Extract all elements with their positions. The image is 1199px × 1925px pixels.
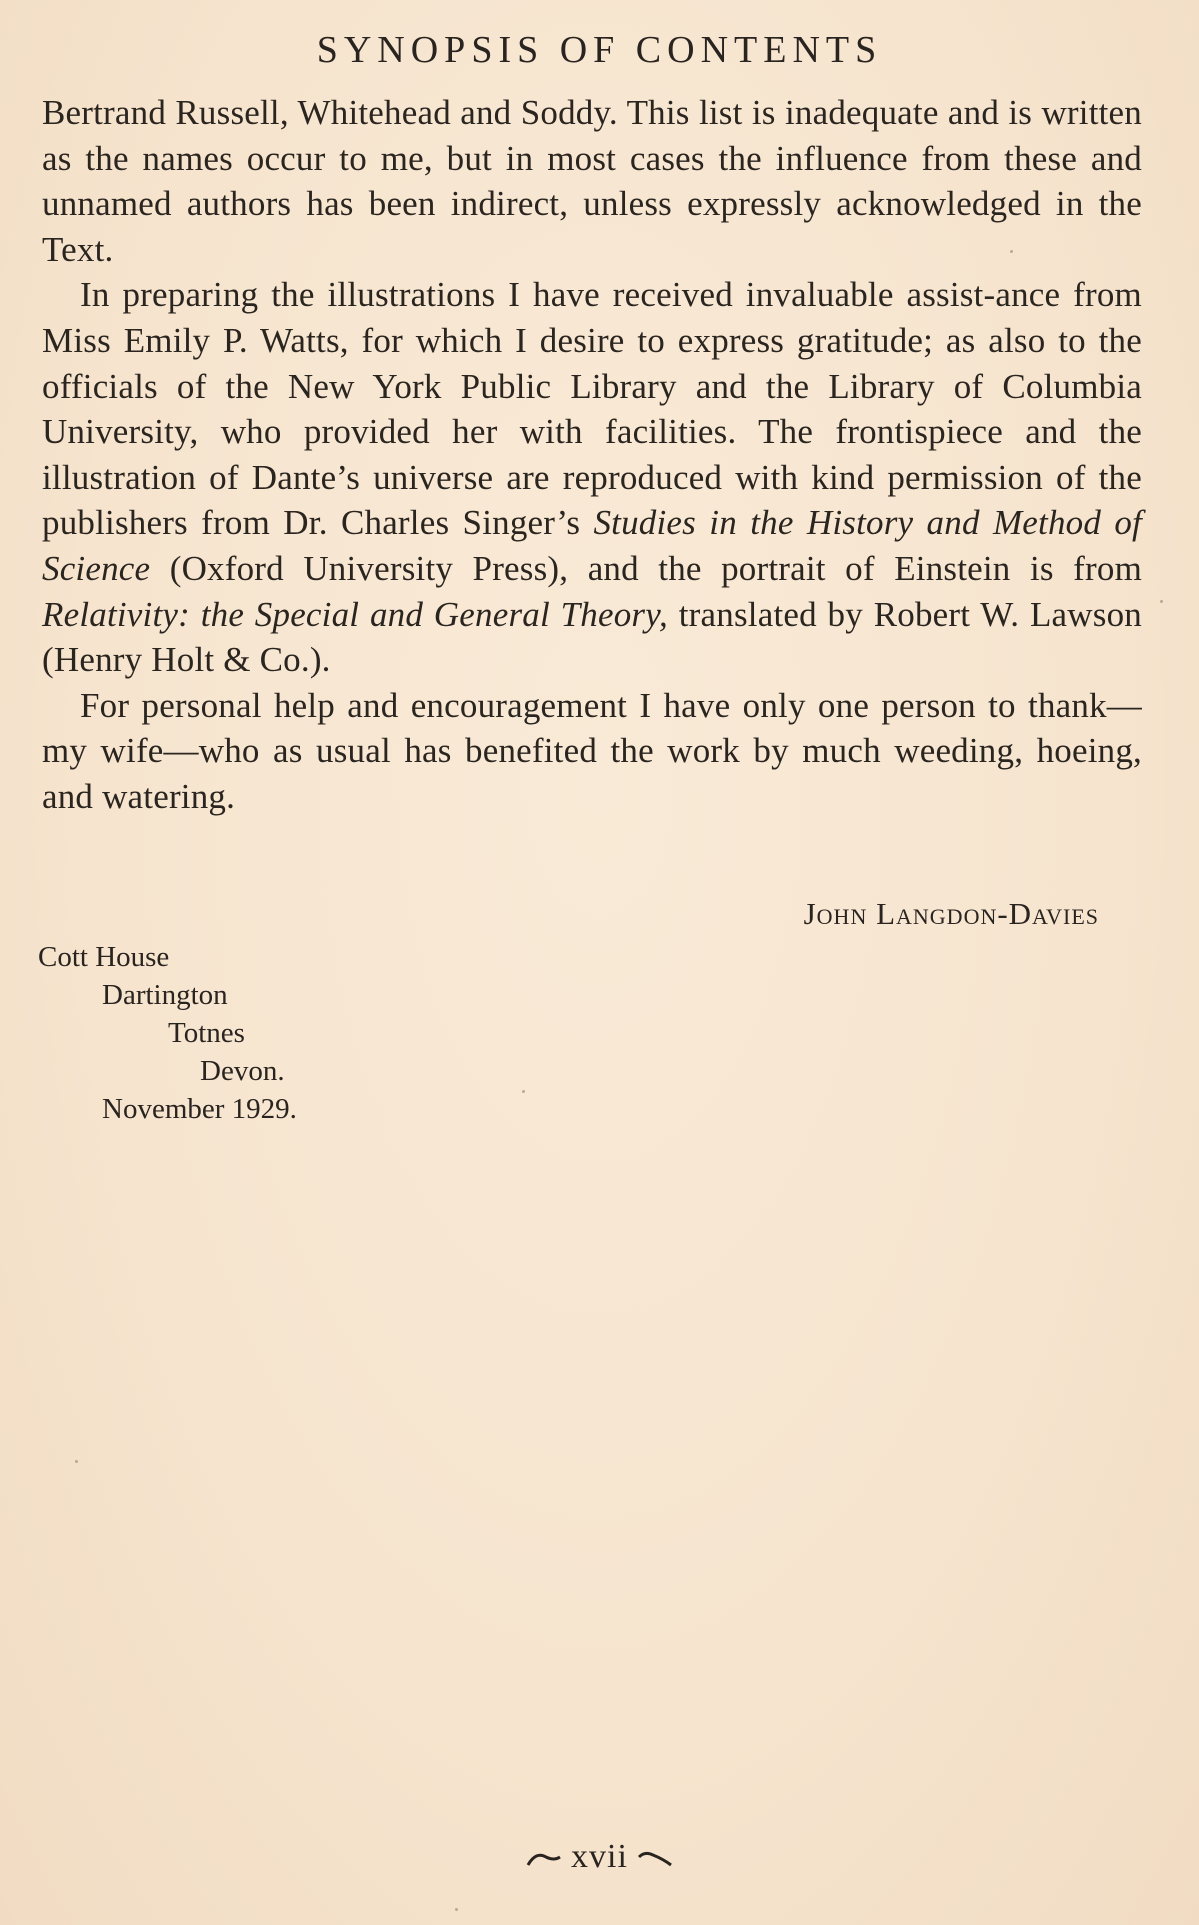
text-run: Bertrand Russell, Whitehead and Soddy. This list is inadequate and is written as the names occur to me, but in most cases the influence from these and unnamed authors has been indirect, unless expressly acknowledged in the Text. [42,93,1142,269]
author-signature: John Langdon-Davies [803,896,1099,931]
paragraph [42,90,1142,272]
paper-speck [75,1460,78,1463]
paper-speck [1010,250,1013,253]
italic-title: Relativity: the Special and General Theory, [42,594,669,634]
right-swash-ornament [637,1849,673,1869]
running-head: SYNOPSIS OF CONTENTS [316,29,883,71]
text-run: For personal help and encouragement I have only one person to thank—my wife—who as usual has benefited the work by much weeding, hoeing, and watering. [42,685,1142,816]
body-text [42,90,1142,820]
paragraph [42,272,1142,682]
left-swash-ornament [526,1849,562,1869]
paper-speck [455,1908,458,1911]
address-line: Dartington [102,979,228,1011]
paragraph [42,683,1142,820]
text-run: In preparing the illustrations I have received invaluable assist-ance from Miss Emily P. Watts, for which I desire to express gratitude; as also to the officials of the New York Public Library and the Library of Columbia University, who provided her with facilities. The frontispiece and the illustration of Dante’s universe are reproduced with kind permission of the publishers from Dr. Charles Singer’s [42,275,1142,543]
paper-speck [522,1090,525,1093]
paper-speck [1160,600,1163,603]
address-line: Devon. [200,1055,285,1087]
date-line: November 1929. [102,1093,297,1125]
text-run: (Oxford University Press), and the portrait of Einstein is from [150,548,1142,588]
text-run: translated by Robert W. Lawson (Henry Holt & Co.). [42,594,1142,680]
address-line: Totnes [168,1017,245,1049]
address-line: Cott House [38,941,170,973]
italic-title: Studies in the History and Method of Science [42,503,1142,588]
page-number-text: xvii [571,1838,628,1875]
address-block [38,938,297,1128]
page-number [0,1838,1199,1876]
